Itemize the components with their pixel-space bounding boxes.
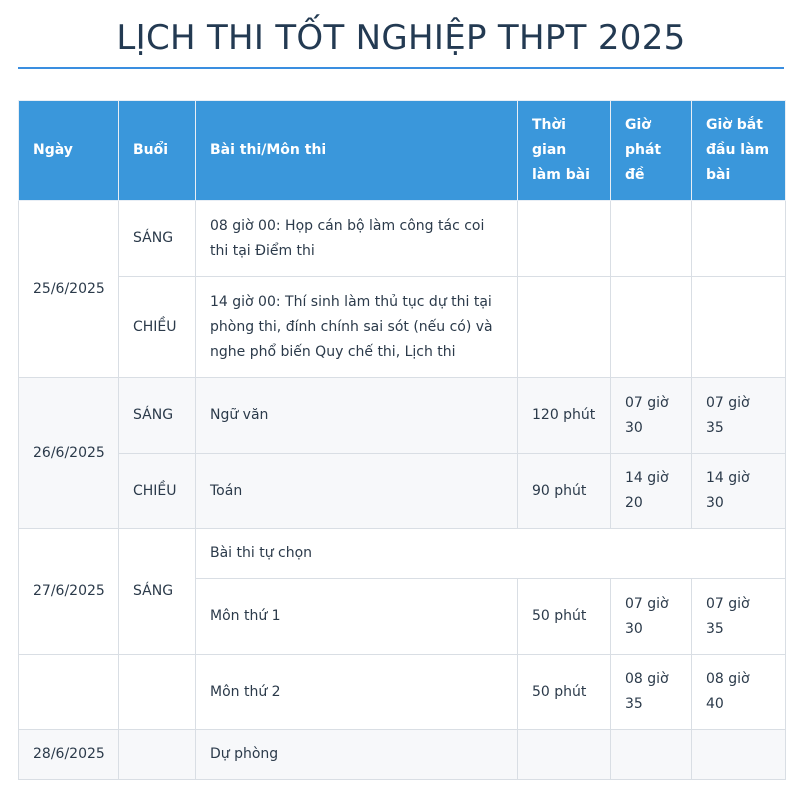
duration-cell (518, 730, 611, 780)
session-cell: SÁNG (119, 378, 196, 454)
distribute-time-cell (611, 730, 692, 780)
subject-cell: Môn thứ 2 (196, 655, 518, 730)
duration-cell (518, 201, 611, 277)
date-cell: 26/6/2025 (19, 378, 119, 529)
start-time-cell: 07 giờ 35 (692, 378, 786, 454)
session-cell: SÁNG (119, 201, 196, 277)
subject-group-cell: Bài thi tự chọn (196, 529, 786, 579)
header-duration: Thời gian làm bài (518, 101, 611, 201)
date-cell: 25/6/2025 (19, 201, 119, 378)
table-row (19, 730, 786, 780)
duration-cell: 50 phút (518, 655, 611, 730)
session-cell: CHIỀU (119, 454, 196, 529)
date-cell: 28/6/2025 (19, 730, 119, 780)
subject-cell: Môn thứ 1 (196, 579, 518, 655)
table-header-row (19, 101, 786, 201)
table-row (19, 378, 786, 454)
subject-cell: Toán (196, 454, 518, 529)
distribute-time-cell: 14 giờ 20 (611, 454, 692, 529)
header-session: Buổi (119, 101, 196, 201)
start-time-cell: 07 giờ 35 (692, 579, 786, 655)
session-cell: CHIỀU (119, 277, 196, 378)
duration-cell: 90 phút (518, 454, 611, 529)
subject-cell: Ngữ văn (196, 378, 518, 454)
date-cell (19, 655, 119, 730)
distribute-time-cell: 07 giờ 30 (611, 378, 692, 454)
session-cell: SÁNG (119, 529, 196, 655)
start-time-cell (692, 730, 786, 780)
header-start-time: Giờ bắt đầu làm bài (692, 101, 786, 201)
table-row (19, 529, 786, 579)
subject-cell: 08 giờ 00: Họp cán bộ làm công tác coi thi tại Điểm thi (196, 201, 518, 277)
duration-cell: 120 phút (518, 378, 611, 454)
exam-schedule-table (18, 100, 786, 780)
distribute-time-cell: 07 giờ 30 (611, 579, 692, 655)
table-row (19, 277, 786, 378)
header-date: Ngày (19, 101, 119, 201)
session-cell (119, 730, 196, 780)
distribute-time-cell (611, 277, 692, 378)
distribute-time-cell (611, 201, 692, 277)
subject-cell: Dự phòng (196, 730, 518, 780)
subject-cell: 14 giờ 00: Thí sinh làm thủ tục dự thi tại phòng thi, đính chính sai sót (nếu có) và nghe phổ biến Quy chế thi, Lịch thi (196, 277, 518, 378)
start-time-cell: 14 giờ 30 (692, 454, 786, 529)
header-subject: Bài thi/Môn thi (196, 101, 518, 201)
title-divider (18, 67, 784, 69)
date-cell: 27/6/2025 (19, 529, 119, 655)
table-row (19, 201, 786, 277)
start-time-cell: 08 giờ 40 (692, 655, 786, 730)
start-time-cell (692, 277, 786, 378)
session-cell (119, 655, 196, 730)
duration-cell (518, 277, 611, 378)
table-row (19, 655, 786, 730)
table-row (19, 454, 786, 529)
duration-cell: 50 phút (518, 579, 611, 655)
start-time-cell (692, 201, 786, 277)
distribute-time-cell: 08 giờ 35 (611, 655, 692, 730)
page-title: LỊCH THI TỐT NGHIỆP THPT 2025 (116, 18, 686, 58)
header-distribute-time: Giờ phát đề (611, 101, 692, 201)
